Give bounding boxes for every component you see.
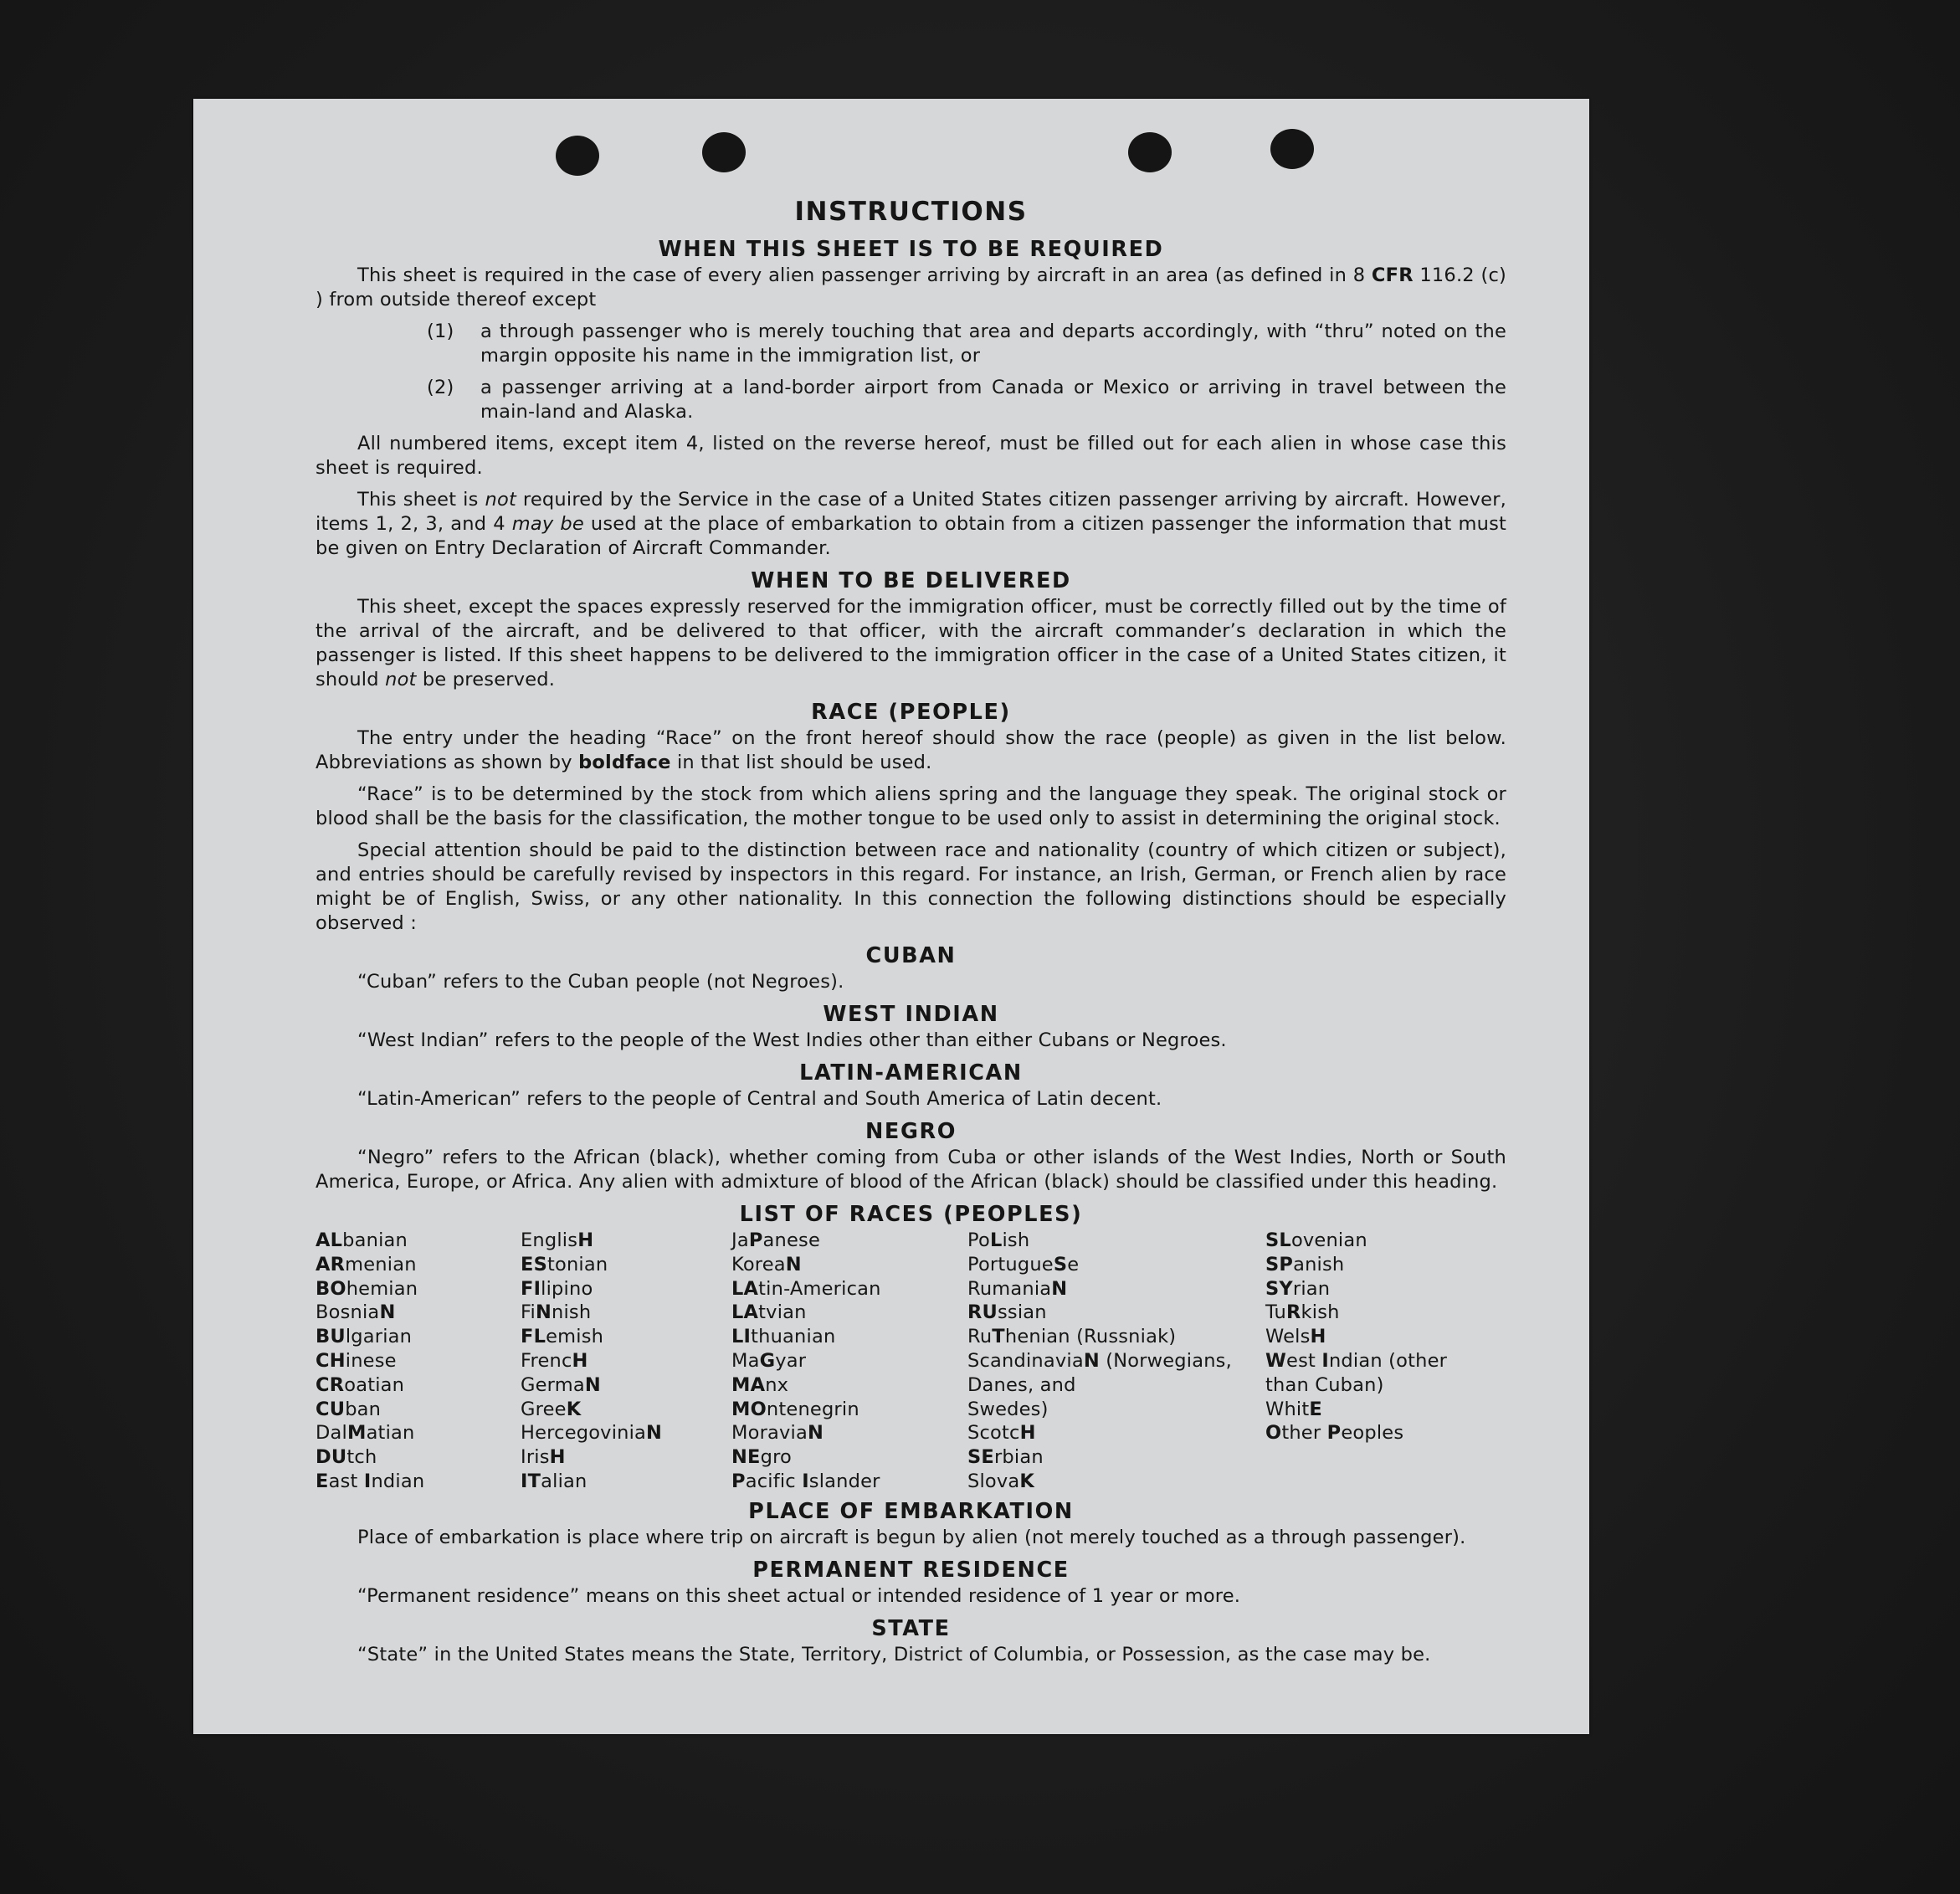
punch-hole — [1270, 129, 1314, 169]
section-heading-cuban: CUBAN — [865, 943, 957, 968]
races-column — [1265, 1229, 1506, 1494]
exception-item-1 — [427, 320, 1506, 368]
page-title: INSTRUCTIONS — [794, 197, 1028, 227]
item-text: a through passenger who is merely touching that area and departs accordingly, with “thru” noted on the margin opposite his name in the immigration list, or — [480, 321, 1506, 367]
race-entry: RUssian — [967, 1301, 1047, 1324]
race-entry: LAtin-American — [731, 1277, 881, 1300]
races-column — [521, 1229, 731, 1494]
race-entry: NEgro — [731, 1446, 793, 1469]
race-entry: Danes, and — [967, 1373, 1076, 1396]
race-entry: MAnx — [731, 1373, 789, 1396]
item-number: (2) — [427, 377, 454, 398]
race-entry: SlovaK — [967, 1470, 1035, 1492]
race-entry: CRoatian — [316, 1373, 405, 1396]
race-entry: MoraviaN — [731, 1422, 824, 1445]
section-heading-negro: NEGRO — [865, 1119, 957, 1144]
section-heading-list-of-races: LIST OF RACES (PEOPLES) — [739, 1202, 1083, 1227]
race-entry: DUtch — [316, 1446, 377, 1469]
races-column — [731, 1229, 967, 1494]
race-entry: WhitE — [1265, 1398, 1322, 1420]
race-para3: Special attention should be paid to the distinction between race and nationality (country of which citizen or subject), and entries should be carefully revised by inspectors in this regard. For instance, an Irish, German, or French alien by race might be of English, Swiss, or any other nationality. In this connection the following distinctions should be especially observed : — [316, 839, 1506, 934]
race-entry: East Indian — [316, 1470, 425, 1492]
race-entry: Swedes) — [967, 1398, 1049, 1420]
race-entry: MOntenegrin — [731, 1398, 859, 1420]
section-heading-west-indian: WEST INDIAN — [823, 1002, 999, 1027]
embarkation-text: Place of embarkation is place where trip on aircraft is begun by alien (not merely touched as a through passenger). — [357, 1526, 1466, 1548]
race-entry: BosniaN — [316, 1301, 396, 1324]
punch-hole — [1128, 132, 1172, 172]
section-heading-embarkation: PLACE OF EMBARKATION — [748, 1498, 1074, 1524]
residence-text: “Permanent residence” means on this sheet actual or intended residence of 1 year or more. — [357, 1584, 1241, 1607]
race-entry: ScandinaviaN (Norwegians, — [967, 1349, 1232, 1372]
west-indian-text: “West Indian” refers to the people of the West Indies other than either Cubans or Negroes. — [357, 1029, 1227, 1051]
race-entry: CHinese — [316, 1349, 397, 1372]
race-entry: PortugueSe — [967, 1253, 1080, 1275]
races-column — [316, 1229, 521, 1494]
section-heading-when-required: WHEN THIS SHEET IS TO BE REQUIRED — [658, 237, 1164, 262]
race-entry: RuThenian (Russniak) — [967, 1326, 1177, 1348]
cuban-text: “Cuban” refers to the Cuban people (not Negroes). — [357, 971, 844, 993]
race-entry: SPanish — [1265, 1253, 1345, 1275]
race-entry: SErbian — [967, 1446, 1044, 1469]
race-entry: LAtvian — [731, 1301, 807, 1324]
punch-hole — [702, 132, 746, 172]
when-required-para3: This sheet is not required by the Service in the case of a United States citizen passenger arriving by aircraft. However, items 1, 2, 3, and 4 may be used at the place of embarkation to obtain from a citizen passenger the information that must be given on Entry Declaration of Aircraft Commander. — [316, 489, 1507, 559]
race-entry: BOhemian — [316, 1277, 418, 1300]
item-text: a passenger arriving at a land-border airport from Canada or Mexico or arriving in travel between the main-land and Alaska. — [480, 377, 1506, 423]
race-entry: HercegoviniaN — [521, 1422, 663, 1445]
instructions-content — [316, 195, 1506, 1675]
section-heading-state: STATE — [871, 1615, 951, 1641]
race-entry: KoreaN — [731, 1253, 802, 1275]
race-entry: RumaniaN — [967, 1277, 1068, 1300]
race-entry: than Cuban) — [1265, 1373, 1384, 1396]
race-para2: “Race” is to be determined by the stock from which aliens spring and the language they speak. The original stock or blood shall be the basis for the classification, the mother tongue to be used only to assist in determining the original stock. — [316, 783, 1506, 829]
section-heading-when-delivered: WHEN TO BE DELIVERED — [751, 568, 1071, 593]
race-entry: Pacific Islander — [731, 1470, 880, 1492]
race-entry: ScotcH — [967, 1422, 1036, 1445]
race-entry: CUban — [316, 1398, 382, 1420]
races-column — [967, 1229, 1265, 1494]
race-entry: West Indian (other — [1265, 1349, 1448, 1372]
race-entry: SLovenian — [1265, 1229, 1367, 1251]
race-para1: The entry under the heading “Race” on the front hereof should show the race (people) as given in the list below. Abbreviations as shown by boldface in that list should be used. — [316, 727, 1506, 773]
item-number: (1) — [427, 321, 454, 342]
punch-hole — [556, 136, 599, 176]
race-entry: LIthuanian — [731, 1326, 836, 1348]
when-required-para2: All numbered items, except item 4, listed on the reverse hereof, must be filled out for each alien in whose case this sheet is required. — [316, 433, 1506, 479]
race-entry: SYrian — [1265, 1277, 1331, 1300]
race-entry: MaGyar — [731, 1349, 807, 1372]
latin-american-text: “Latin-American” refers to the people of Central and South America of Latin decent. — [357, 1088, 1162, 1110]
race-entry: DalMatian — [316, 1422, 415, 1445]
race-entry: FrencH — [521, 1349, 588, 1372]
section-heading-residence: PERMANENT RESIDENCE — [752, 1557, 1070, 1583]
race-entry: TuRkish — [1265, 1301, 1340, 1324]
race-entry: Other Peoples — [1265, 1422, 1404, 1445]
race-entry: PoLish — [967, 1229, 1030, 1251]
race-entry: FIlipino — [521, 1277, 593, 1300]
races-list — [316, 1229, 1506, 1494]
when-delivered-text: This sheet, except the spaces expressly reserved for the immigration officer, must be correctly filled out by the time of the arrival of the aircraft, and be delivered to that officer, with the aircraft commander’s declaration in which the passenger is listed. If this sheet happens to be delivered to the immigration officer in the case of a United States citizen, it should not be preserved. — [316, 596, 1506, 690]
race-entry: GermaN — [521, 1373, 601, 1396]
race-entry: ALbanian — [316, 1229, 408, 1251]
state-text: “State” in the United States means the State, Territory, District of Columbia, or Possession, as the case may be. — [357, 1643, 1431, 1666]
race-entry: ARmenian — [316, 1253, 417, 1275]
race-entry: EnglisH — [521, 1229, 594, 1251]
race-entry: WelsH — [1265, 1326, 1326, 1348]
document-sheet — [193, 99, 1589, 1734]
race-entry: FLemish — [521, 1326, 604, 1348]
race-entry: BUlgarian — [316, 1326, 413, 1348]
exception-item-2 — [427, 376, 1506, 424]
section-heading-race: RACE (PEOPLE) — [811, 700, 1011, 725]
race-entry: FiNnish — [521, 1301, 592, 1324]
race-entry: ITalian — [521, 1470, 587, 1492]
race-entry: GreeK — [521, 1398, 582, 1420]
race-entry: JaPanese — [731, 1229, 820, 1251]
negro-text: “Negro” refers to the African (black), whether coming from Cuba or other islands of the West Indies, North or South America, Europe, or Africa. Any alien with admixture of blood of the African (black) should be classified under this heading. — [316, 1147, 1506, 1193]
when-required-intro: This sheet is required in the case of every alien passenger arriving by aircraft in an area (as defined in 8 CFR 116.2 (c) ) from outside thereof except — [316, 264, 1506, 311]
race-entry: EStonian — [521, 1253, 608, 1275]
race-entry: IrisH — [521, 1446, 566, 1469]
section-heading-latin-american: LATIN-AMERICAN — [799, 1060, 1023, 1086]
